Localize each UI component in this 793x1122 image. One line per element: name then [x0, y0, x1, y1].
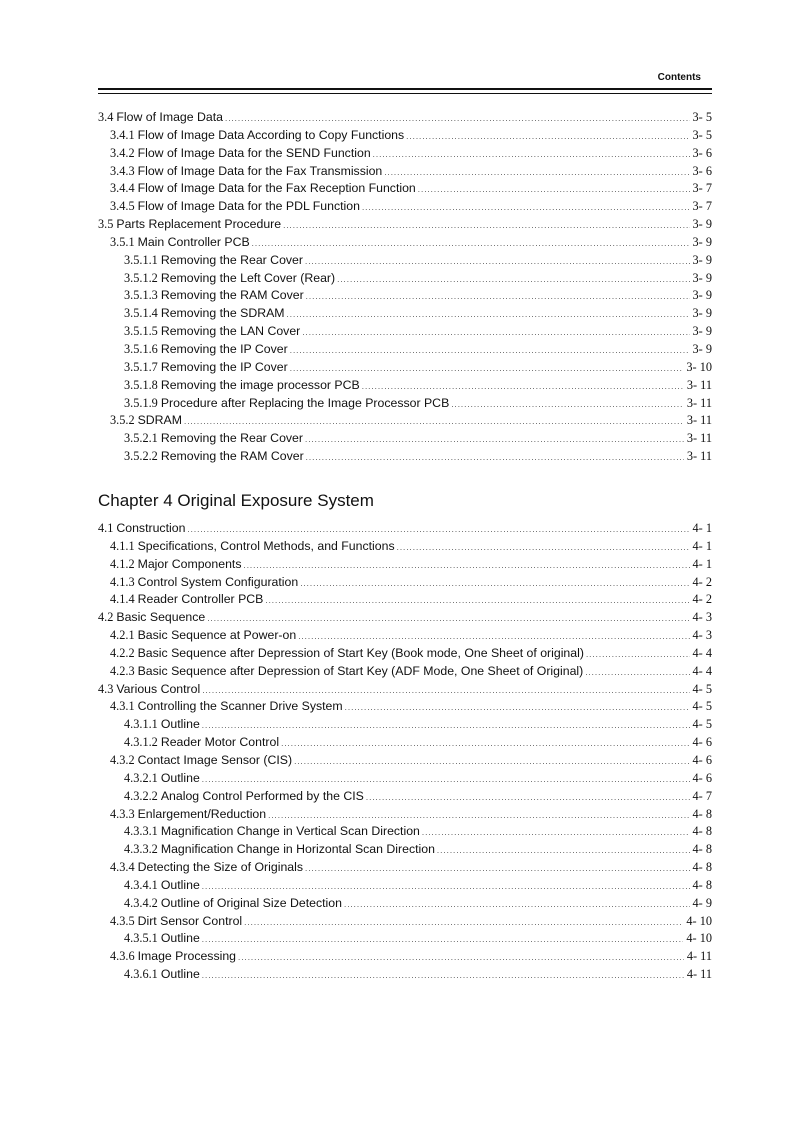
page-header-title: Contents: [657, 72, 701, 83]
dot-leader: [305, 431, 684, 449]
toc-entry-number: 4.3.2.1: [124, 770, 158, 785]
toc-entry-page: 3- 9: [692, 217, 712, 232]
toc-entry[interactable]: [98, 127, 712, 145]
toc-section-3: [98, 109, 712, 466]
dot-leader: [418, 181, 690, 199]
toc-entry-number: 4.1.4: [110, 592, 135, 607]
toc-entry-title: Parts Replacement Procedure: [116, 217, 282, 232]
toc-entry[interactable]: [98, 823, 712, 841]
dot-leader: [187, 521, 689, 539]
toc-entry-page: 4- 5: [692, 717, 712, 732]
toc-entry[interactable]: [98, 198, 712, 216]
toc-entry[interactable]: [98, 341, 712, 359]
toc-section-4: [98, 520, 712, 984]
dot-leader: [362, 378, 684, 396]
toc-entry-number: 3.4.2: [110, 145, 135, 160]
dot-leader: [585, 664, 689, 682]
dot-leader: [207, 610, 689, 628]
toc-entry-page: 3- 7: [692, 199, 712, 214]
toc-entry-number: 3.5.1.9: [124, 395, 158, 410]
toc-entry[interactable]: [98, 966, 712, 984]
toc-entry[interactable]: [98, 163, 712, 181]
dot-leader: [294, 753, 689, 771]
toc-entry-page: 3- 9: [692, 341, 712, 356]
toc-entry-title: Procedure after Replacing the Image Processor PCB: [160, 395, 450, 410]
dot-leader: [287, 306, 690, 324]
toc-entry-page: 4- 8: [692, 806, 712, 821]
toc-entry-page: 4- 11: [686, 949, 712, 964]
dot-leader: [422, 824, 690, 842]
toc-entry-page: 4- 1: [692, 538, 712, 553]
dot-leader: [337, 271, 689, 289]
toc-entry[interactable]: [98, 877, 712, 895]
toc-entry-title: Outline: [160, 717, 200, 732]
toc-entry-number: 4.3.1.2: [124, 735, 158, 750]
toc-entry[interactable]: [98, 145, 712, 163]
toc-entry-number: 4.2.2: [110, 645, 135, 660]
toc-entry-number: 4.2: [98, 610, 114, 625]
toc-entry-page: 3- 9: [692, 288, 712, 303]
toc-entry-title: Removing the IP Cover: [160, 359, 288, 374]
toc-entry-page: 4- 6: [692, 770, 712, 785]
toc-entry-title: Outline: [160, 931, 200, 946]
toc-entry-number: 4.3.5: [110, 913, 135, 928]
toc-entry-page: 4- 4: [692, 645, 712, 660]
dot-leader: [451, 396, 684, 414]
toc-entry-number: 4.1.1: [110, 538, 135, 553]
toc-entry[interactable]: [98, 806, 712, 824]
toc-entry-number: 3.5.1.2: [124, 270, 158, 285]
toc-entry-title: Magnification Change in Vertical Scan Direction: [160, 824, 420, 839]
toc-entry-title: Outline: [160, 967, 200, 982]
toc-entry-number: 4.2.3: [110, 663, 135, 678]
toc-entry-number: 3.5.2.2: [124, 449, 158, 464]
toc-entry-title: Major Components: [137, 556, 242, 571]
toc-entry-title: Removing the RAM Cover: [160, 449, 304, 464]
toc-entry-title: Main Controller PCB: [137, 234, 250, 249]
toc-entry-title: Image Processing: [137, 949, 237, 964]
toc-entry-page: 4- 8: [692, 877, 712, 892]
toc-entry-number: 3.5.1: [110, 234, 135, 249]
toc-entry-title: Removing the Rear Cover: [160, 252, 303, 267]
toc-entry[interactable]: [98, 556, 712, 574]
toc-entry-title: Basic Sequence at Power-on: [137, 628, 297, 643]
toc-entry-number: 3.5.1.1: [124, 252, 158, 267]
toc-entry-page: 3- 10: [686, 359, 712, 374]
toc-entry-number: 4.3.4: [110, 860, 135, 875]
toc-entry-title: Removing the IP Cover: [160, 341, 288, 356]
dot-leader: [305, 253, 690, 271]
toc-entry[interactable]: [98, 734, 712, 752]
toc-entry-number: 3.4.3: [110, 163, 135, 178]
toc-entry-page: 4- 6: [692, 735, 712, 750]
toc-entry[interactable]: [98, 948, 712, 966]
toc-entry[interactable]: [98, 698, 712, 716]
dot-leader: [202, 682, 689, 700]
toc-entry-title: Magnification Change in Horizontal Scan Direction: [160, 842, 435, 857]
toc-entry-title: Dirt Sensor Control: [137, 913, 243, 928]
toc-entry-title: SDRAM: [137, 413, 183, 428]
dot-leader: [437, 842, 690, 860]
toc-entry[interactable]: [98, 716, 712, 734]
toc-entry-page: 4- 7: [692, 788, 712, 803]
toc-entry-number: 4.1.3: [110, 574, 135, 589]
toc-entry-title: Flow of Image Data According to Copy Functions: [137, 127, 405, 142]
toc-entry[interactable]: [98, 752, 712, 770]
dot-leader: [345, 699, 690, 717]
toc-entry-number: 3.5: [98, 217, 114, 232]
toc-entry-page: 4- 8: [692, 824, 712, 839]
toc-entry-title: Analog Control Performed by the CIS: [160, 788, 364, 803]
toc-entry-title: Removing the Rear Cover: [160, 431, 303, 446]
toc-entry-number: 3.5.1.7: [124, 359, 158, 374]
toc-entry[interactable]: [98, 681, 712, 699]
toc-entry[interactable]: [98, 913, 712, 931]
toc-entry[interactable]: [98, 895, 712, 913]
toc-entry-title: Flow of Image Data for the PDL Function: [137, 199, 360, 214]
toc-entry-page: 3- 9: [692, 324, 712, 339]
dot-leader: [290, 360, 684, 378]
dot-leader: [586, 646, 690, 664]
toc-entry-page: 4- 10: [686, 913, 712, 928]
dot-leader: [243, 557, 689, 575]
toc-entry-number: 4.1: [98, 521, 114, 535]
toc-entry-page: 3- 9: [692, 252, 712, 267]
toc-entry-title: Removing the image processor PCB: [160, 377, 360, 392]
toc-entry-title: Flow of Image Data for the Fax Transmission: [137, 163, 383, 178]
toc-entry[interactable]: [98, 609, 712, 627]
toc-entry-number: 3.5.2.1: [124, 431, 158, 446]
toc-entry[interactable]: [98, 305, 712, 323]
dot-leader: [406, 128, 689, 146]
toc-entry-number: 3.5.1.5: [124, 324, 158, 339]
toc-entry[interactable]: [98, 520, 712, 538]
toc-entry-page: 4- 3: [692, 628, 712, 643]
toc-entry-page: 3- 5: [692, 110, 712, 124]
dot-leader: [366, 789, 690, 807]
dot-leader: [302, 324, 689, 342]
toc-entry[interactable]: [98, 663, 712, 681]
toc-entry-number: 3.4.1: [110, 127, 135, 142]
dot-leader: [252, 235, 690, 253]
toc-entry-page: 3- 11: [686, 395, 712, 410]
toc-entry-title: Flow of Image Data for the SEND Function: [137, 145, 371, 160]
toc-entry-title: Outline: [160, 770, 200, 785]
toc-entry[interactable]: [98, 645, 712, 663]
toc-entry-number: 4.3: [98, 681, 114, 696]
toc-entry-title: Flow of Image Data for the Fax Reception Function: [137, 181, 416, 196]
dot-leader: [306, 288, 690, 306]
toc-entry[interactable]: [98, 627, 712, 645]
toc-entry-page: 4- 1: [692, 556, 712, 571]
toc-entry[interactable]: [98, 234, 712, 252]
toc-entry-title: Removing the LAN Cover: [160, 324, 301, 339]
toc-entry-number: 4.1.2: [110, 556, 135, 571]
dot-leader: [290, 342, 690, 360]
toc-entry-page: 3- 9: [692, 234, 712, 249]
toc-entry-title: Basic Sequence after Depression of Start Key (ADF Mode, One Sheet of Original): [137, 663, 584, 678]
dot-leader: [306, 449, 684, 467]
toc-entry[interactable]: [98, 770, 712, 788]
toc-entry-title: Removing the RAM Cover: [160, 288, 304, 303]
dot-leader: [373, 146, 690, 164]
toc-entry[interactable]: [98, 859, 712, 877]
toc-entry[interactable]: [98, 180, 712, 198]
toc-entry-page: 4- 10: [686, 931, 712, 946]
dot-leader: [268, 807, 689, 825]
toc-entry-title: Basic Sequence after Depression of Start Key (Book mode, One Sheet of original): [137, 645, 584, 660]
toc-entry-page: 4- 2: [692, 592, 712, 607]
dot-leader: [298, 628, 689, 646]
toc-entry-number: 4.3.4.1: [124, 877, 158, 892]
toc-entry-number: 4.3.3.2: [124, 842, 158, 857]
toc-entry[interactable]: [98, 216, 712, 234]
dot-leader: [202, 717, 690, 735]
toc-entry-title: Reader Motor Control: [160, 735, 280, 750]
toc-entry-number: 3.4.4: [110, 181, 135, 196]
dot-leader: [397, 539, 690, 557]
toc-entry-page: 3- 7: [692, 181, 712, 196]
toc-entry-title: Outline: [160, 877, 200, 892]
toc-entry-page: 3- 9: [692, 270, 712, 285]
toc-entry-number: 4.3.4.2: [124, 895, 158, 910]
toc-entry-page: 3- 11: [686, 449, 712, 464]
header-rule-thick: [98, 88, 712, 90]
toc-entry-title: Detecting the Size of Originals: [137, 860, 304, 875]
dot-leader: [184, 413, 684, 431]
header-rule-thin: [98, 93, 712, 94]
dot-leader: [362, 199, 690, 217]
toc-entry-number: 4.3.2.2: [124, 788, 158, 803]
toc-entry-title: Outline of Original Size Detection: [160, 895, 342, 910]
dot-leader: [300, 575, 689, 593]
toc-entry-number: 3.5.1.3: [124, 288, 158, 303]
toc-entry-page: 3- 11: [686, 377, 712, 392]
toc-entry[interactable]: [98, 930, 712, 948]
toc-entry-title: Various Control: [116, 681, 201, 696]
toc-entry-title: Construction: [116, 521, 186, 535]
toc-entry-page: 4- 9: [692, 895, 712, 910]
toc-entry-page: 4- 3: [692, 610, 712, 625]
toc-entry[interactable]: [98, 323, 712, 341]
dot-leader: [238, 949, 684, 967]
toc-entry-title: Removing the SDRAM: [160, 306, 285, 321]
toc-entry[interactable]: [98, 574, 712, 592]
toc-entry-page: 3- 6: [692, 145, 712, 160]
toc-entry-title: Basic Sequence: [116, 610, 206, 625]
toc-entry-number: 3.5.1.8: [124, 377, 158, 392]
dot-leader: [344, 896, 690, 914]
toc-entry-number: 4.3.1: [110, 699, 135, 714]
toc-entry-number: 3.4.5: [110, 199, 135, 214]
toc-entry-title: Contact Image Sensor (CIS): [137, 752, 293, 767]
toc-entry-page: 3- 5: [692, 127, 712, 142]
toc-entry-page: 3- 9: [692, 306, 712, 321]
dot-leader: [265, 592, 689, 610]
toc-entry[interactable]: [98, 287, 712, 305]
dot-leader: [202, 931, 684, 949]
toc-entry-number: 4.3.3.1: [124, 824, 158, 839]
toc-entry-page: 4- 11: [686, 967, 712, 982]
dot-leader: [283, 217, 689, 235]
toc-entry-page: 4- 1: [692, 521, 712, 535]
toc-entry[interactable]: [98, 448, 712, 466]
chapter-heading: Chapter 4 Original Exposure System: [98, 491, 374, 510]
toc-entry-number: 4.2.1: [110, 628, 135, 643]
toc-entry[interactable]: [98, 538, 712, 556]
toc-entry-number: 4.3.1.1: [124, 717, 158, 732]
toc-entry[interactable]: [98, 109, 712, 127]
toc-entry[interactable]: [98, 591, 712, 609]
toc-entry-number: 3.5.2: [110, 413, 135, 428]
toc-entry-page: 3- 11: [686, 431, 712, 446]
toc-entry-title: Specifications, Control Methods, and Functions: [137, 538, 395, 553]
dot-leader: [384, 164, 689, 182]
toc-entry-number: 4.3.3: [110, 806, 135, 821]
toc-entry-title: Flow of Image Data: [116, 110, 223, 124]
dot-leader: [225, 110, 690, 128]
toc-entry-page: 4- 4: [692, 663, 712, 678]
toc-entry-title: Controlling the Scanner Drive System: [137, 699, 343, 714]
toc-entry-page: 4- 2: [692, 574, 712, 589]
dot-leader: [202, 771, 690, 789]
toc-entry[interactable]: [98, 270, 712, 288]
toc-entry[interactable]: [98, 430, 712, 448]
toc-entry[interactable]: [98, 788, 712, 806]
toc-entry-number: 4.3.5.1: [124, 931, 158, 946]
toc-entry-page: 4- 8: [692, 860, 712, 875]
dot-leader: [244, 914, 683, 932]
toc-entry[interactable]: [98, 395, 712, 413]
toc-entry[interactable]: [98, 359, 712, 377]
toc-entry-page: 3- 11: [686, 413, 712, 428]
dot-leader: [202, 878, 690, 896]
dot-leader: [281, 735, 689, 753]
toc-entry-page: 4- 8: [692, 842, 712, 857]
toc-entry-page: 4- 5: [692, 699, 712, 714]
toc-entry-title: Removing the Left Cover (Rear): [160, 270, 336, 285]
dot-leader: [202, 967, 684, 985]
toc-entry-number: 4.3.6: [110, 949, 135, 964]
toc-entry-title: Reader Controller PCB: [137, 592, 264, 607]
toc-entry[interactable]: [98, 412, 712, 430]
toc-entry-page: 4- 6: [692, 752, 712, 767]
toc-entry[interactable]: [98, 377, 712, 395]
toc-entry-number: 3.5.1.4: [124, 306, 158, 321]
toc-entry-title: Control System Configuration: [137, 574, 299, 589]
toc-entry-number: 4.3.2: [110, 752, 135, 767]
toc-entry-number: 4.3.6.1: [124, 967, 158, 982]
toc-entry[interactable]: [98, 841, 712, 859]
toc-entry-number: 3.4: [98, 110, 114, 124]
toc-entry-number: 3.5.1.6: [124, 341, 158, 356]
toc-entry-page: 3- 6: [692, 163, 712, 178]
toc-entry-title: Enlargement/Reduction: [137, 806, 267, 821]
dot-leader: [305, 860, 690, 878]
toc-entry-page: 4- 5: [692, 681, 712, 696]
toc-entry[interactable]: [98, 252, 712, 270]
